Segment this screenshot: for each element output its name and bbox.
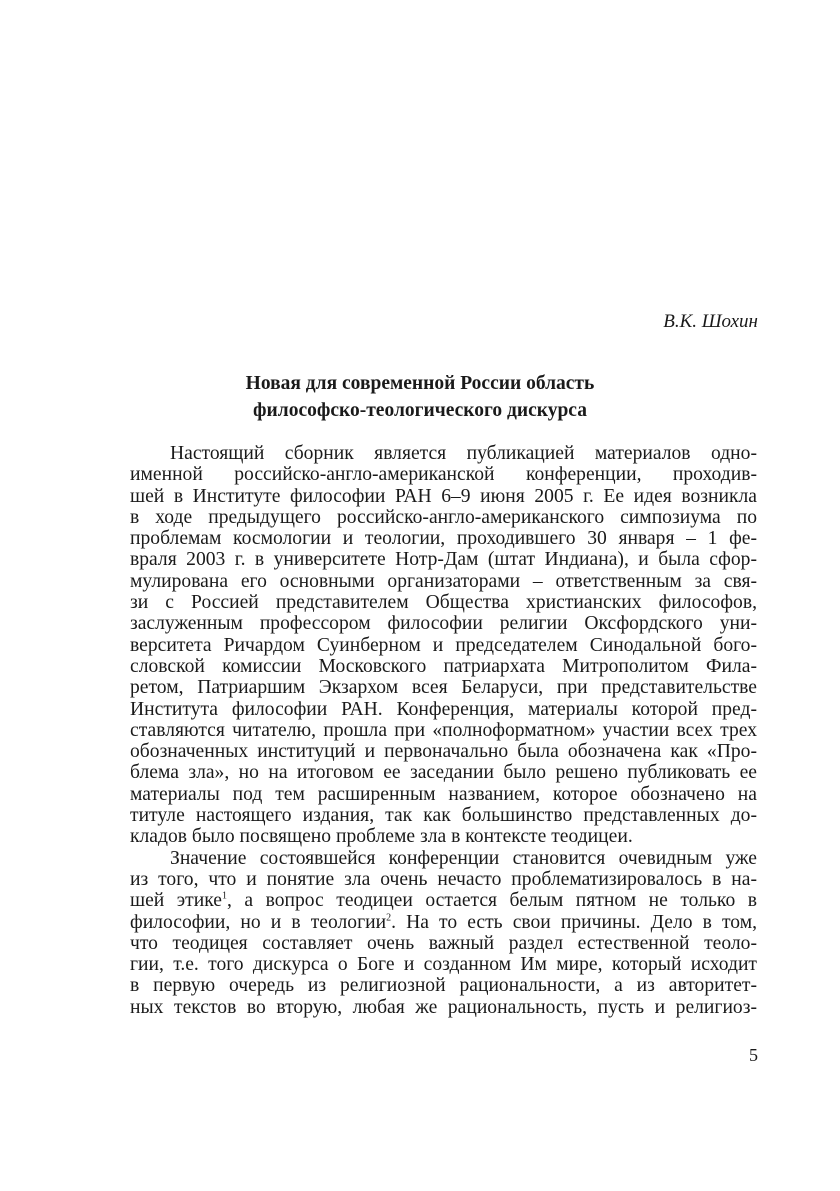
text-segment: философии, но и в теологии [130, 911, 387, 933]
footnote-marker[interactable]: 2 [386, 912, 392, 923]
text-segment: шей этике [130, 890, 222, 912]
text-line: мулирована его основными организаторами – ответственным за свя- [130, 570, 757, 592]
body-text [130, 443, 757, 1018]
text-line: блема зла», но на итоговом ее заседании было решено публиковать ее [130, 762, 757, 784]
footnote-marker[interactable]: 1 [221, 890, 227, 902]
text-line: ретом, Патриаршим Экзархом всея Беларуси, при представительстве [130, 677, 757, 699]
text-line: титуле настоящего издания, так как большинство представленных до- [130, 805, 757, 827]
title-line-1: Новая для современной России область [245, 373, 595, 394]
text-line: заслуженным профессором философии религии Оксфордского уни- [130, 613, 757, 635]
text-line: зи с Россией представителем Общества христианских философов, [130, 592, 757, 614]
author-name: В.К. Шохин [663, 311, 758, 332]
text-line: в ходе предыдущего российско-англо-американского симпозиума по [130, 506, 757, 528]
article-title [130, 370, 710, 424]
text-line: Значение состоявшейся конференции становится очевидным уже [170, 847, 757, 869]
text-line [130, 890, 757, 911]
text-line: проблемам космологии и теологии, проходившего 30 января – 1 фе- [130, 528, 757, 550]
text-line: ставляются читателю, прошла при «полноформатном» участии всех трех [130, 719, 757, 741]
text-line: словской комиссии Московского патриархата Митрополитом Фила- [130, 655, 757, 677]
text-line [130, 912, 757, 933]
text-line: именной российско-англо-американской конференции, проходив- [130, 464, 757, 486]
title-line-2: философско-теологического дискурса [253, 400, 587, 421]
text-line: материалы под тем расширенным названием, которое обозначено на [130, 783, 757, 805]
text-line: враля 2003 г. в университете Нотр-Дам (штат Индиана), и была сфор- [130, 549, 757, 571]
text-line: гии, т.е. того дискурса о Боге и созданном Им мире, который исходит [130, 954, 757, 976]
text-line: что теодицея составляет очень важный раздел естественной теоло- [130, 932, 757, 954]
text-line: Института философии РАН. Конференция, материалы которой пред- [130, 698, 757, 720]
text-segment: . На то есть свои причины. Дело в том, [391, 911, 757, 933]
text-line: шей в Институте философии РАН 6–9 июня 2005 г. Ее идея возникла [130, 485, 757, 507]
text-line: обозначенных институций и первоначально была обозначена как «Про- [130, 741, 757, 763]
text-segment: , а вопрос теодицеи остается белым пятном не только в [226, 890, 758, 912]
text-line: ных текстов во вторую, любая же рациональность, пусть и религиоз- [130, 996, 757, 1018]
text-line: верситета Ричардом Суинберном и председателем Синодальной бого- [130, 634, 757, 656]
text-line: из того, что и понятие зла очень нечасто проблематизировалось в на- [130, 868, 757, 890]
text-line: Настоящий сборник является публикацией материалов одно- [170, 443, 757, 464]
text-line: кладов было посвящено проблеме зла в контексте теодицеи. [130, 826, 633, 848]
text-line: в первую очередь из религиозной рациональности, а из авторитет- [130, 975, 757, 997]
page-number: 5 [749, 1045, 758, 1065]
